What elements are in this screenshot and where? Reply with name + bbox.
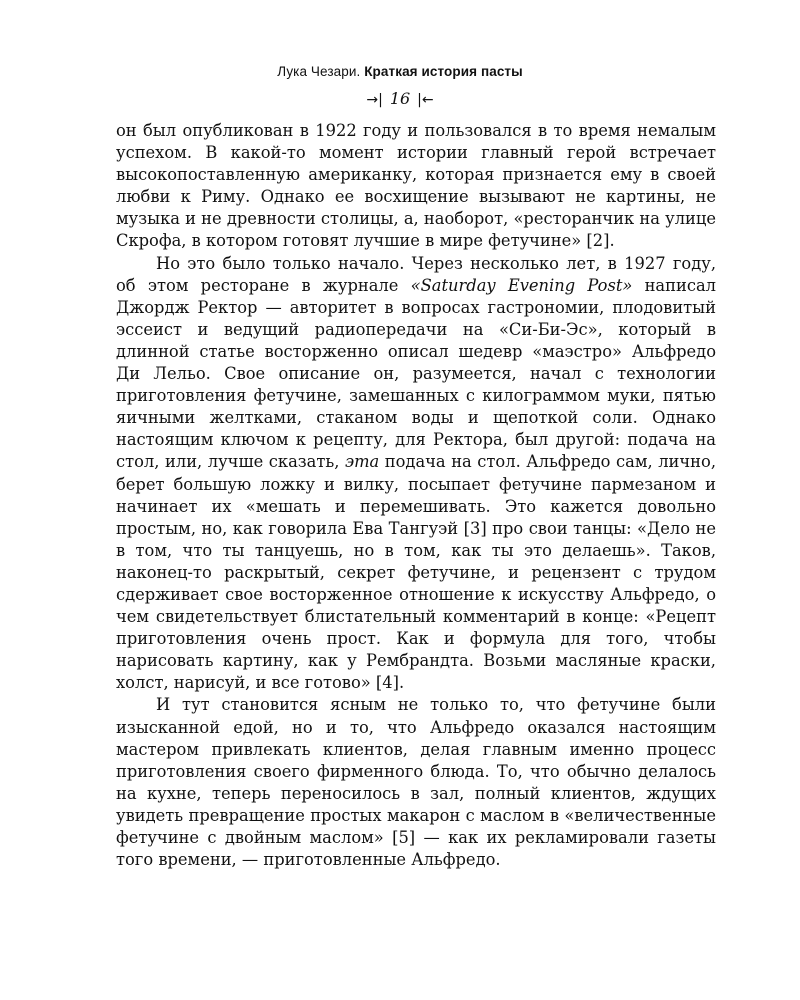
paragraph-2-part-c: подача на стол. Альфредо сам, лично, берет большую ложку и вилку, посыпает фетучине пармезаном и начинает их «мешать и перемешивать. Это кажется довольно простым, но, как говорила Ева Тангуэй [3] про свои танцы: «Дело не в том, что ты танцуешь, но в том, как ты это делаешь». Таков, наконец-то раскрытый, секрет фетучине, и рецензент с трудом сдерживает свое восторженное отношение к искусству Альфредо, о чем свидетельствует блистательный комментарий в конце: «Рецепт приготовления очень прост. Как и формула для того, чтобы нарисовать картину, как у Рембрандта. Возьми масляные краски, холст, нарисуй, и все готово» [4]. (116, 452, 717, 693)
emphasis-word: эта (344, 452, 380, 472)
paragraph-2-part-a: Но это было только начало. Через несколько лет, в 1927 году, об этом ресторане в журнале (116, 253, 716, 295)
page-number: 16 (389, 89, 411, 108)
paragraph-2-part-b: написал Джордж Ректор — авторитет в вопросах гастрономии, плодовитый эссеист и ведущий радиопередачи на «Си-Би-Эс», который в длинной статье восторженно описал шедевр «маэстро» Альфредо Ди Лельо. Свое описание он, разумеется, начал с технологии приготовления фетучине, замешанных с килограммом муки, пятью яичными желтками, стаканом воды и щепоткой соли. Однако настоящим ключом к рецепту, для Ректора, был другой: подача на стол, или, лучше сказать, (116, 275, 717, 472)
page-number-line (0, 89, 800, 108)
paragraph-1: он был опубликован в 1922 году и пользовался в то время немалым успехом. В какой-то момент истории главный герой встречает высокопоставленную американку, которая признается ему в своей любви к Риму. Однако ее восхищение вызывают не картины, не музыка и не древности столицы, а, наоборот, «ресторанчик на улице Скрофа, в котором готовят лучшие в мире фетучине» [2]. (116, 121, 716, 251)
running-head-author: Лука Чезари. (277, 64, 361, 79)
body-text (116, 120, 716, 871)
paragraph-2 (116, 253, 716, 695)
running-head (0, 64, 800, 79)
magazine-title: «Saturday Evening Post» (410, 275, 633, 295)
arrow-right-bar-icon: →| (366, 92, 383, 108)
running-head-title: Краткая история пасты (364, 64, 523, 79)
paragraph-3: И тут становится ясным не только то, что фетучине были изысканной едой, но и то, что Альфредо оказался настоящим мастером привлекать клиентов, делая главным именно процесс приготовления своего фирменного блюда. То, что обычно делалось на кухне, теперь переносилось в зал, полный клиентов, ждущих увидеть превращение простых макарон с маслом в «величественные фетучине с двойным маслом» [5] — как их рекламировали газеты того времени, — приготовленные Альфредо. (116, 695, 716, 870)
arrow-left-bar-icon: |← (417, 92, 434, 108)
